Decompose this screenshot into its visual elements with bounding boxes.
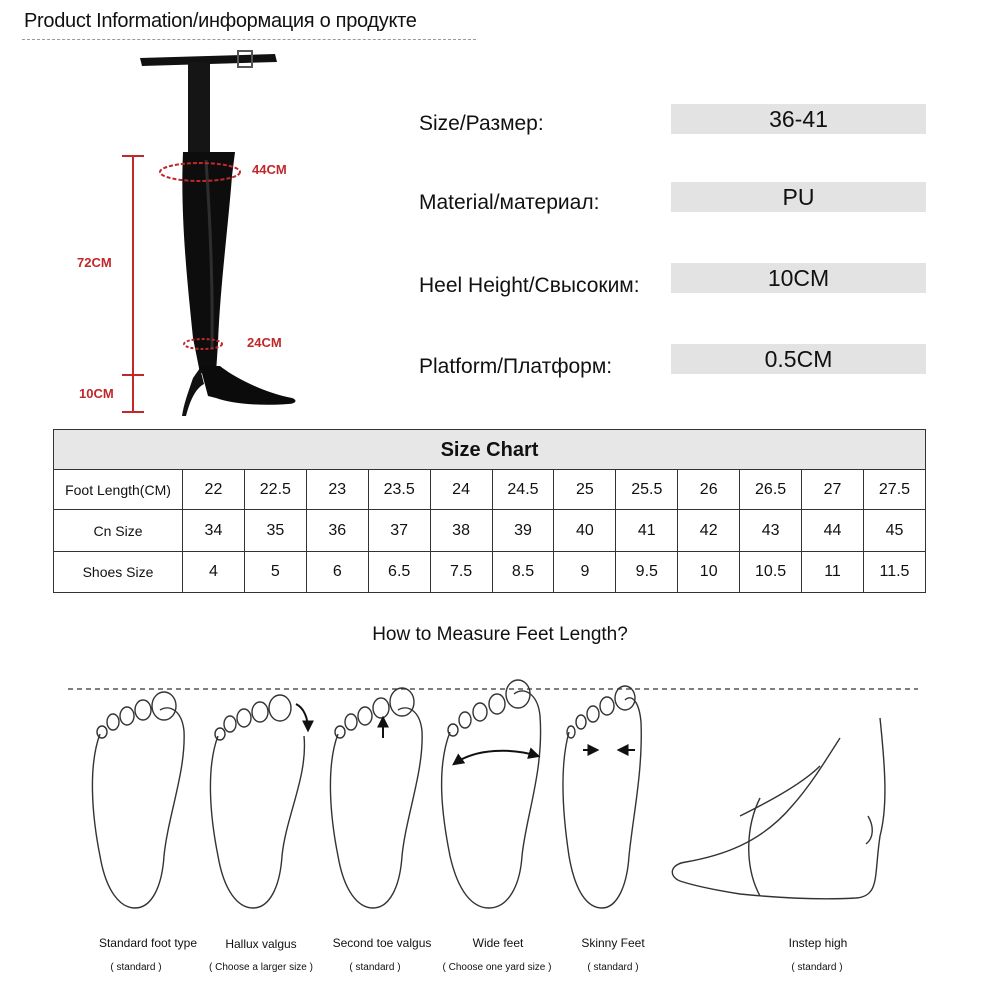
- table-cell: 45: [863, 510, 925, 552]
- page-title: Product Information/информация о продукте: [24, 10, 417, 32]
- table-cell: 36: [306, 510, 368, 552]
- foot-note-hallux-valgus: ( Choose a larger size ): [209, 962, 313, 973]
- table-cell: 8.5: [492, 552, 554, 593]
- shaft-height-label: 72CM: [77, 255, 112, 270]
- table-cell: 10.5: [740, 552, 802, 593]
- table-cell: 23: [306, 470, 368, 510]
- spec-material-label: Material/материал:: [419, 191, 600, 214]
- top-circumference-label: 44CM: [252, 162, 287, 177]
- spec-size-label: Size/Размер:: [419, 112, 544, 135]
- foot-second-toe-valgus-icon: [330, 688, 422, 908]
- foot-note-wide: ( Choose one yard size ): [442, 962, 552, 973]
- table-cell: 6: [306, 552, 368, 593]
- foot-note-instep-high: ( standard ): [791, 962, 843, 973]
- ankle-circumference-label: 24CM: [247, 335, 282, 350]
- table-cell: 38: [430, 510, 492, 552]
- table-cell: 9: [554, 552, 616, 593]
- table-cell: 39: [492, 510, 554, 552]
- table-cell: 24.5: [492, 470, 554, 510]
- foot-note-standard: ( standard ): [110, 962, 162, 973]
- spec-material-value: PU: [671, 182, 926, 212]
- table-cell: 9.5: [616, 552, 678, 593]
- foot-wide-icon: [442, 680, 541, 908]
- foot-hallux-valgus-icon: [210, 695, 308, 908]
- table-cell: 44: [802, 510, 864, 552]
- foot-standard-icon: [92, 692, 184, 908]
- table-cell: 7.5: [430, 552, 492, 593]
- title-divider: [22, 39, 476, 40]
- spec-platform-label: Platform/Платформ:: [419, 355, 613, 378]
- foot-label-standard: Standard foot type: [98, 936, 198, 950]
- table-cell: 26: [678, 470, 740, 510]
- heel-height-label: 10CM: [79, 386, 114, 401]
- foot-instep-high-icon: [672, 718, 885, 899]
- measure-section-title: How to Measure Feet Length?: [372, 624, 628, 645]
- table-cell: 27.5: [863, 470, 925, 510]
- foot-label-hallux-valgus: Hallux valgus: [225, 937, 297, 951]
- table-cell: 40: [554, 510, 616, 552]
- table-row-foot-length: [54, 470, 926, 510]
- foot-note-skinny: ( standard ): [587, 962, 639, 973]
- foot-label-second-toe-valgus: Second toe valgus: [332, 936, 432, 950]
- table-cell: 22.5: [244, 470, 306, 510]
- spec-heel-height-label: Heel Height/Свысоким:: [419, 274, 640, 297]
- boot-figure: [60, 48, 360, 423]
- table-cell: 22: [183, 470, 245, 510]
- table-cell: 43: [740, 510, 802, 552]
- row-header: Foot Length(CM): [54, 470, 183, 510]
- table-cell: 37: [368, 510, 430, 552]
- table-cell: 11.5: [863, 552, 925, 593]
- table-cell: 34: [183, 510, 245, 552]
- table-cell: 24: [430, 470, 492, 510]
- spec-heel-height-value: 10CM: [671, 263, 926, 293]
- table-cell: 26.5: [740, 470, 802, 510]
- table-row-shoes-size: [54, 552, 926, 593]
- table-row-cn-size: [54, 510, 926, 552]
- table-cell: 4: [183, 552, 245, 593]
- table-cell: 10: [678, 552, 740, 593]
- foot-label-instep-high: Instep high: [788, 936, 848, 950]
- table-cell: 35: [244, 510, 306, 552]
- size-chart-table: [53, 469, 926, 593]
- table-cell: 41: [616, 510, 678, 552]
- table-cell: 6.5: [368, 552, 430, 593]
- spec-size-value: 36-41: [671, 104, 926, 134]
- feet-illustrations: [0, 676, 1000, 916]
- foot-label-skinny: Skinny Feet: [581, 936, 645, 950]
- row-header: Shoes Size: [54, 552, 183, 593]
- table-cell: 5: [244, 552, 306, 593]
- row-header: Cn Size: [54, 510, 183, 552]
- boot-image: [140, 51, 295, 416]
- foot-label-wide: Wide feet: [472, 936, 524, 950]
- table-cell: 25.5: [616, 470, 678, 510]
- table-cell: 23.5: [368, 470, 430, 510]
- foot-skinny-icon: [563, 686, 641, 908]
- spec-platform-value: 0.5CM: [671, 344, 926, 374]
- table-cell: 11: [802, 552, 864, 593]
- table-cell: 25: [554, 470, 616, 510]
- foot-note-second-toe-valgus: ( standard ): [349, 962, 401, 973]
- size-chart-title: Size Chart: [53, 429, 926, 470]
- table-cell: 42: [678, 510, 740, 552]
- table-cell: 27: [802, 470, 864, 510]
